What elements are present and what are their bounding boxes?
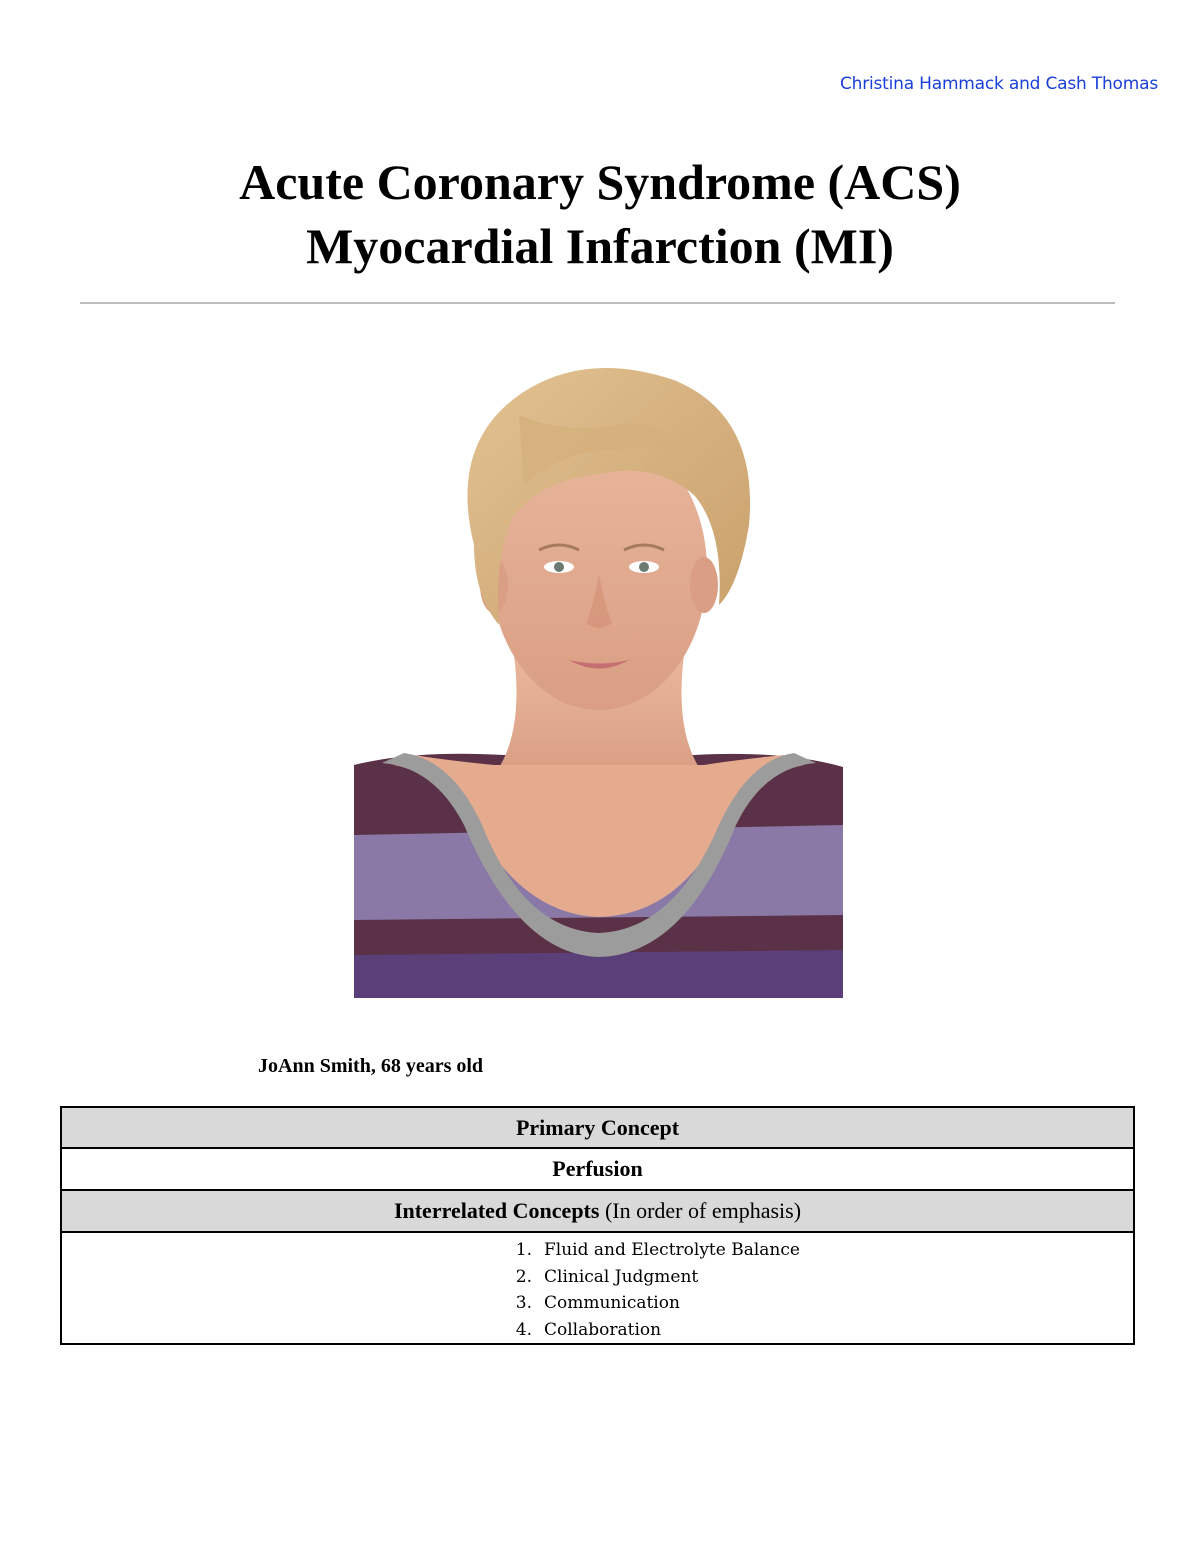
title-line-2: Myocardial Infarction (MI) [306,218,894,274]
list-item [492,1264,1200,1291]
title-divider [80,302,1115,304]
primary-concept-header: Primary Concept [61,1107,1134,1148]
list-item [492,1237,1200,1264]
document-title [0,150,1200,278]
interrelated-concepts-header [61,1190,1134,1232]
table-row [61,1232,1134,1344]
list-number: 4. [515,1319,532,1340]
list-label: Collaboration [544,1319,662,1340]
list-label: Communication [544,1293,680,1313]
table-row [61,1107,1134,1148]
title-line-1: Acute Coronary Syndrome (ACS) [239,154,961,210]
concepts-table [60,1106,1135,1345]
author-credit: Christina Hammack and Cash Thomas [839,74,1158,94]
table-row [61,1148,1134,1190]
patient-caption: JoAnn Smith, 68 years old [258,1055,484,1077]
list-label: Clinical Judgment [544,1266,699,1287]
list-item [492,1290,1200,1317]
list-number: 2. [515,1266,532,1287]
interrelated-concepts-cell [61,1232,1134,1344]
list-item [492,1317,1200,1344]
list-label: Fluid and Electrolyte Balance [544,1240,800,1260]
primary-concept-value: Perfusion [61,1148,1134,1190]
concept-list [492,1237,1200,1343]
interrelated-note: (In order of emphasis) [599,1198,802,1223]
list-number: 3. [515,1293,532,1313]
table-row [61,1190,1134,1232]
interrelated-label: Interrelated Concepts [393,1198,600,1223]
list-number: 1. [515,1240,532,1260]
patient-portrait [354,355,843,998]
